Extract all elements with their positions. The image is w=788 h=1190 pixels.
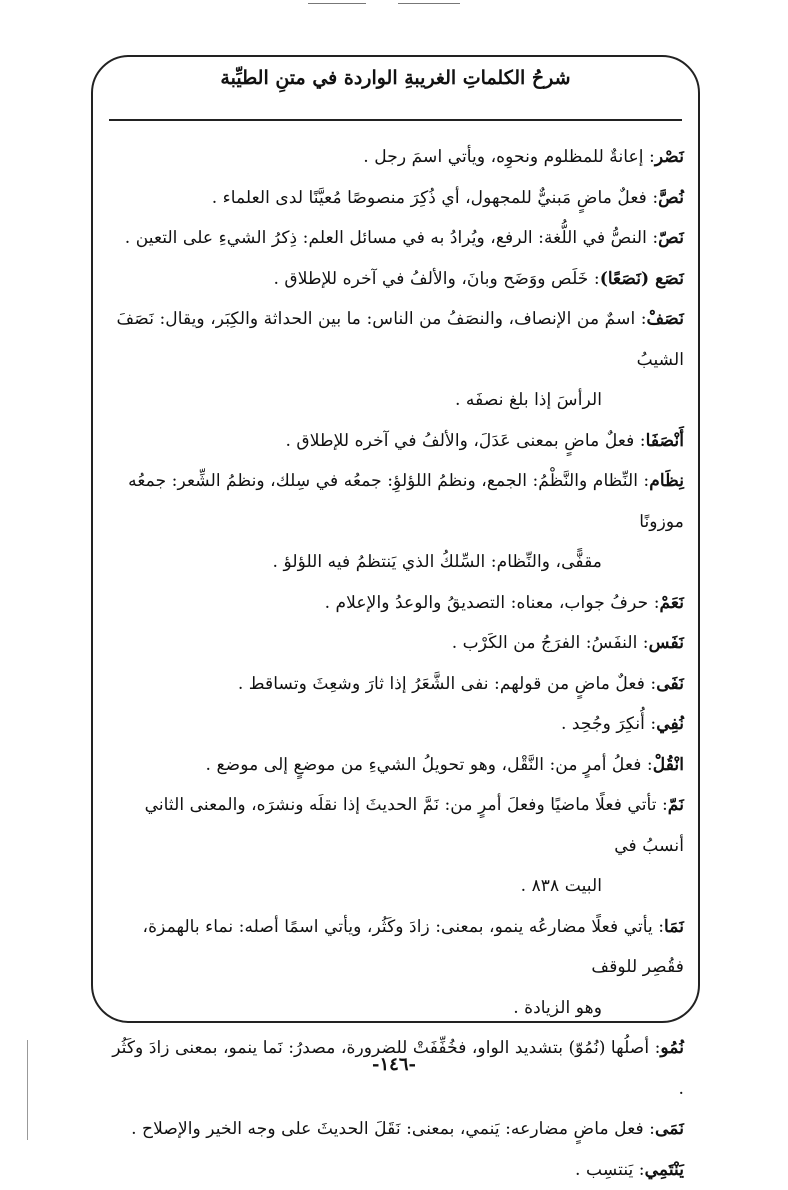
glossary-list — [107, 137, 684, 1190]
entry-term: نَصَفْ — [647, 309, 684, 329]
entry-term: نُصَّ — [658, 188, 684, 208]
entry-term: نَعَمْ — [659, 593, 684, 613]
entry-term: يَنْتَمِي — [645, 1160, 684, 1180]
entry-continuation: مقفًّى، والنِّظام: السِّلكُ الذي يَنتظمُ فيه اللؤلؤ . — [107, 542, 684, 583]
entry-definition: : فعلُ أمرٍ من: النَّقْل، وهو تحويلُ الشيءِ من موضعٍ إلى موضع . — [206, 755, 653, 775]
entry-definition: : إعانةٌ للمظلوم ونحوِه، ويأتي اسمَ رجل . — [363, 147, 655, 167]
glossary-entry — [107, 259, 684, 300]
glossary-entry — [107, 421, 684, 462]
top-rule-right — [398, 3, 460, 4]
entry-term: نَمّ — [668, 795, 684, 815]
entry-definition: : أصلُها (نُمُوّ) بتشديد الواو، فخُفِّفَتْ للضرورة، مصدرُ: نَما ينمو، بمعنى زادَ وكَثُر . — [112, 1038, 684, 1099]
entry-definition: : النصُّ في اللُّغة: الرفع، ويُرادُ به في مسائل العلم: ذِكرُ الشيءِ على التعين . — [125, 228, 658, 248]
entry-definition: : فعل ماضٍ مضارعه: يَنمي، بمعنى: نَقَلَ الحديثَ على وجه الخير والإصلاح . — [131, 1119, 655, 1139]
glossary-entry — [107, 461, 684, 583]
entry-term: نُفِي — [656, 714, 684, 734]
entry-term: نِظَام — [649, 471, 684, 491]
entry-term: نَصّ — [658, 228, 684, 248]
glossary-entry — [107, 299, 684, 421]
entry-term: نُمُو — [660, 1038, 684, 1058]
glossary-entry — [107, 1150, 684, 1190]
entry-term: نَفَى — [656, 674, 684, 694]
entry-definition: : حرفُ جواب، معناه: التصديقُ والوعدُ والإعلام . — [325, 593, 660, 613]
entry-definition: : فعلٌ ماضٍ بمعنى عَدَلَ، والألفُ في آخره للإطلاق . — [285, 431, 645, 451]
glossary-entry — [107, 218, 684, 259]
entry-term: نَمَى — [655, 1119, 684, 1139]
entry-term: نَصْر — [655, 147, 684, 167]
entry-term: نَمَا — [664, 917, 684, 937]
entry-term: نَفَس — [649, 633, 684, 653]
glossary-entry — [107, 745, 684, 786]
page-number: -١٤٦- — [0, 1054, 788, 1075]
entry-term: نَصَع (نَصَعًا) — [600, 269, 684, 289]
glossary-entry — [107, 704, 684, 745]
entry-definition: : فعلٌ ماضٍ من قولهم: نفى الشَّعَرُ إذا ثارَ وشعِثَ وتساقط . — [238, 674, 656, 694]
entry-definition: : النفَسُ: الفرَجُ من الكَرْب . — [452, 633, 649, 653]
glossary-entry — [107, 664, 684, 705]
glossary-entry — [107, 785, 684, 907]
entry-definition: : أُنكِرَ وجُحِد . — [561, 714, 656, 734]
glossary-entry — [107, 1109, 684, 1150]
entry-definition: : يَنتسِب . — [575, 1160, 645, 1180]
entry-definition: : النِّظام والنَّظْمُ: الجمع، ونظمُ اللؤلؤِ: جمعُه في سِلك، ونظمُ الشِّعر: جمعُه موزونًا — [128, 471, 684, 532]
glossary-entry — [107, 178, 684, 219]
page-header-title: شرحُ الكلماتِ الغريبةِ الواردة في متنِ الطيِّبة — [93, 67, 698, 89]
entry-continuation: البيت ٨٣٨ . — [107, 866, 684, 907]
top-rule-left — [308, 3, 366, 4]
entry-definition: : خَلَص ووَضَح وبانَ، والألفُ في آخره للإطلاق . — [273, 269, 599, 289]
glossary-entry — [107, 583, 684, 624]
glossary-entry — [107, 137, 684, 178]
page-frame — [91, 55, 700, 1023]
header-divider — [109, 119, 682, 121]
glossary-entry — [107, 907, 684, 1029]
entry-term: انْقُلْ — [653, 755, 684, 775]
glossary-entry — [107, 623, 684, 664]
entry-definition: : فعلٌ ماضٍ مَبنيٌّ للمجهول، أي ذُكِرَ منصوصًا مُعيَّنًا لدى العلماء . — [212, 188, 658, 208]
entry-continuation: وهو الزيادة . — [107, 988, 684, 1029]
entry-definition: : تأتي فعلًا ماضيًا وفعلَ أمرٍ من: نَمَّ الحديثَ إذا نقلَه ونشرَه، والمعنى الثاني أنسبُ في — [145, 795, 684, 856]
entry-definition: : يأتي فعلًا مضارعُه ينمو، بمعنى: زادَ وكَثُر، ويأتي اسمًا أصله: نماء بالهمزة، فقُصِر للوقف — [143, 917, 684, 978]
entry-continuation: الرأسَ إذا بلغ نصفَه . — [107, 380, 684, 421]
entry-definition: : اسمٌ من الإنصاف، والنصَفُ من الناس: ما بين الحداثة والكِبَر، ويقال: نَصَفَ الشيبُ — [117, 309, 685, 370]
entry-term: أَنْصَفَا — [646, 431, 684, 451]
